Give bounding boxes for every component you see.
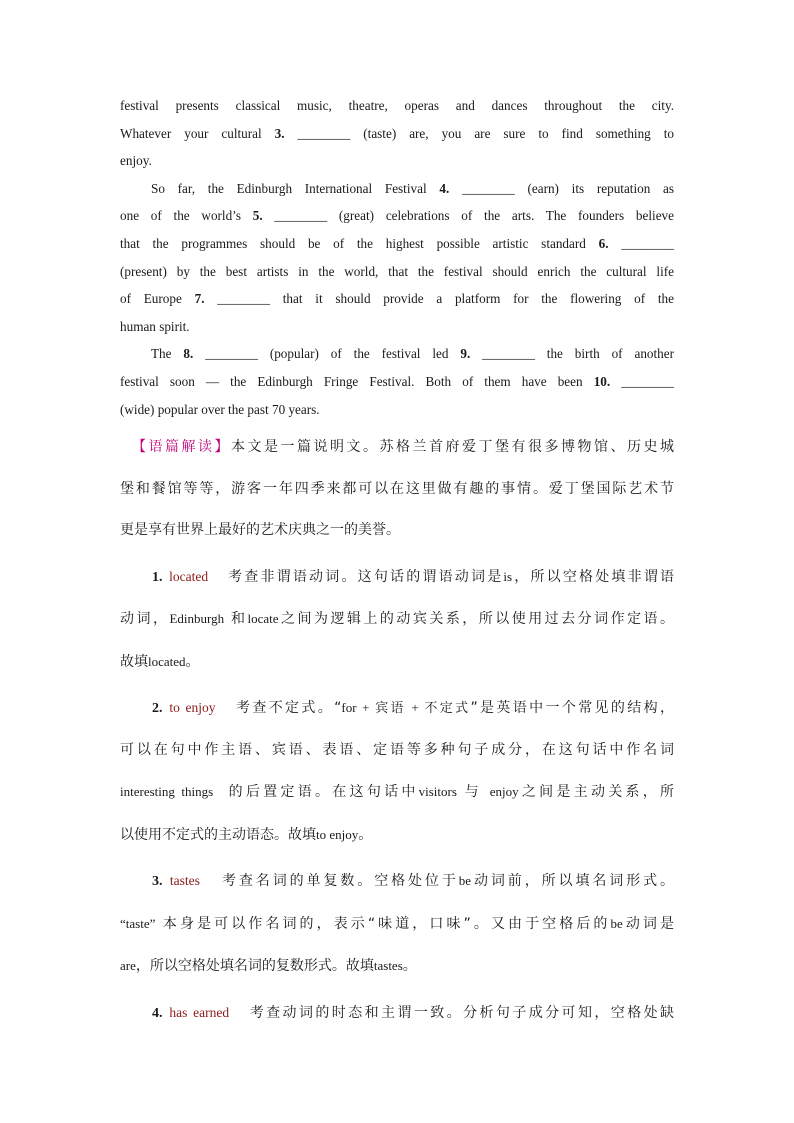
passage-line: Whatever your cultural 3. ________ (taste) are, you are sure to find something to xyxy=(120,125,675,141)
answer-line: “taste” 本身是可以作名词的，表示“味道，口味”。又由于空格后的be动词是 xyxy=(120,915,674,932)
passage-line: (wide) popular over the past 70 years. xyxy=(120,401,320,417)
answer-2 xyxy=(120,687,674,856)
blank-number: 9. xyxy=(460,346,471,362)
answer-3 xyxy=(120,860,674,988)
passage-analysis xyxy=(120,427,674,552)
blank-number: 4. xyxy=(439,180,450,196)
analysis-line: 【语篇解读】本文是一篇说明文。苏格兰首府爱丁堡有很多博物馆、历史城 xyxy=(132,439,674,456)
answer-line: 2. to enjoy 考查不定式。“for + 宾语 + 不定式”是英语中一个常见的结构， xyxy=(152,700,674,717)
answer-word: to enjoy xyxy=(169,700,216,716)
document-page xyxy=(120,92,674,1034)
blank-number: 8. xyxy=(183,346,194,362)
passage-line: enjoy. xyxy=(120,153,152,169)
answer-line: 1. located 考查非谓语动词。这句话的谓语动词是is，所以空格处填非谓语 xyxy=(152,568,675,585)
passage-line: one of the world’s 5. ________ (great) celebrations of the arts. The founders believe xyxy=(120,208,675,224)
answer-line: 以使用不定式的主动语态。故填to enjoy。 xyxy=(120,826,373,843)
blank-number: 10. xyxy=(593,373,611,389)
analysis-line: 堡和餐馆等等，游客一年四季来都可以在这里做有趣的事情。爱丁堡国际艺术节 xyxy=(120,480,674,497)
passage-line: festival presents classical music, theatre, operas and dances throughout the city. xyxy=(120,98,674,113)
passage-line: that the programmes should be of the highest possible artistic standard 6. ________ xyxy=(120,235,675,251)
analysis-label: 【语篇解读】 xyxy=(132,439,231,456)
blank-number: 5. xyxy=(252,208,263,224)
passage xyxy=(120,92,674,423)
answer-word: has earned xyxy=(169,1004,230,1020)
passage-line: human spirit. xyxy=(120,318,190,334)
passage-line: So far, the Edinburgh International Festival 4. ________ (earn) its reputation as xyxy=(151,180,675,196)
passage-line: of Europe 7. ________ that it should provide a platform for the flowering of the xyxy=(120,291,674,307)
analysis-line: 更是享有世界上最好的艺术庆典之一的美誉。 xyxy=(120,522,400,539)
passage-line: festival soon — the Edinburgh Fringe Festival. Both of them have been 10. ________ xyxy=(120,373,674,389)
answer-word: located xyxy=(169,568,209,584)
answer-line: 4. has earned 考查动词的时态和主谓一致。分析句子成分可知，空格处缺 xyxy=(152,1004,675,1021)
answer-line: 动词，Edinburgh 和locate之间为逻辑上的动宾关系，所以使用过去分词作定语。 xyxy=(120,611,675,628)
blank-number: 3. xyxy=(274,125,285,141)
answer-line: interesting things 的后置定语。在这句话中visitors 与 enjoy之间是主动关系，所 xyxy=(120,784,675,801)
answer-line: 可以在句中作主语、宾语、表语、定语等多种句子成分，在这句话中作名词 xyxy=(120,741,674,758)
answer-word: tastes xyxy=(169,873,200,889)
answer-line: 3. tastes 考查名词的单复数。空格处位于be动词前，所以填名词形式。 xyxy=(152,873,675,890)
passage-line: (present) by the best artists in the world, that the festival should enrich the cultural life xyxy=(120,263,674,279)
answer-line: 故填located。 xyxy=(120,653,200,670)
answer-line: are，所以空格处填名词的复数形式。故填tastes。 xyxy=(120,958,417,975)
answer-1 xyxy=(120,556,674,684)
blank-number: 6. xyxy=(598,235,609,251)
passage-line: The 8. ________ (popular) of the festival led 9. ________ the birth of another xyxy=(151,346,675,362)
answer-4 xyxy=(120,992,674,1035)
blank-number: 7. xyxy=(194,291,205,307)
